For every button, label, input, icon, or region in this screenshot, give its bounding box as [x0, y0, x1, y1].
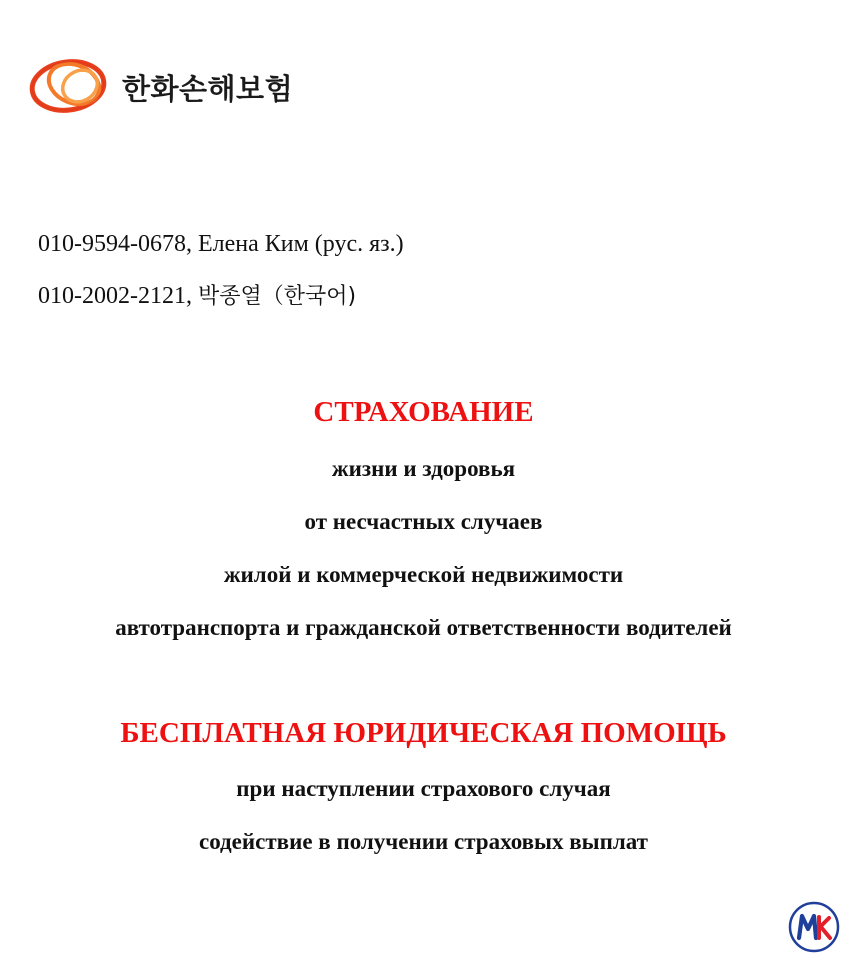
insurance-line-accidents: от несчастных случаев	[304, 509, 543, 534]
company-logo	[28, 52, 293, 118]
mk-watermark-logo	[788, 901, 840, 953]
hanwha-swirl-icon	[28, 52, 114, 118]
contact-name: 박종열（한국어)	[197, 284, 357, 309]
contact-phone: 010-9594-0678,	[38, 231, 192, 257]
contact-list	[38, 230, 404, 335]
insurance-heading-block	[0, 395, 847, 429]
legal-heading-block	[0, 716, 847, 750]
insurance-line-life: жизни и здоровья	[331, 456, 516, 481]
contact-name: Елена Ким (рус. яз.)	[197, 231, 404, 257]
insurance-line	[0, 561, 847, 589]
insurance-line-property: жилой и коммерческой недвижимости	[223, 562, 624, 587]
legal-line-insured-event: при наступлении страхового случая	[236, 776, 611, 801]
insurance-line-auto: автотранспорта и гражданской ответственности водителей	[115, 615, 732, 640]
legal-line	[0, 828, 847, 856]
brand-name: 한화손해보험	[122, 71, 294, 106]
insurance-heading: СТРАХОВАНИЕ	[313, 396, 534, 428]
contact-line-elena	[38, 230, 404, 258]
insurance-line	[0, 455, 847, 483]
legal-line	[0, 775, 847, 803]
insurance-line	[0, 614, 847, 642]
contact-phone: 010-2002-2121,	[38, 283, 192, 309]
legal-heading: БЕСПЛАТНАЯ ЮРИДИЧЕСКАЯ ПОМОЩЬ	[120, 717, 727, 749]
insurance-line	[0, 508, 847, 536]
contact-line-park	[38, 282, 404, 311]
legal-line-payouts: содействие в получении страховых выплат	[199, 829, 648, 854]
